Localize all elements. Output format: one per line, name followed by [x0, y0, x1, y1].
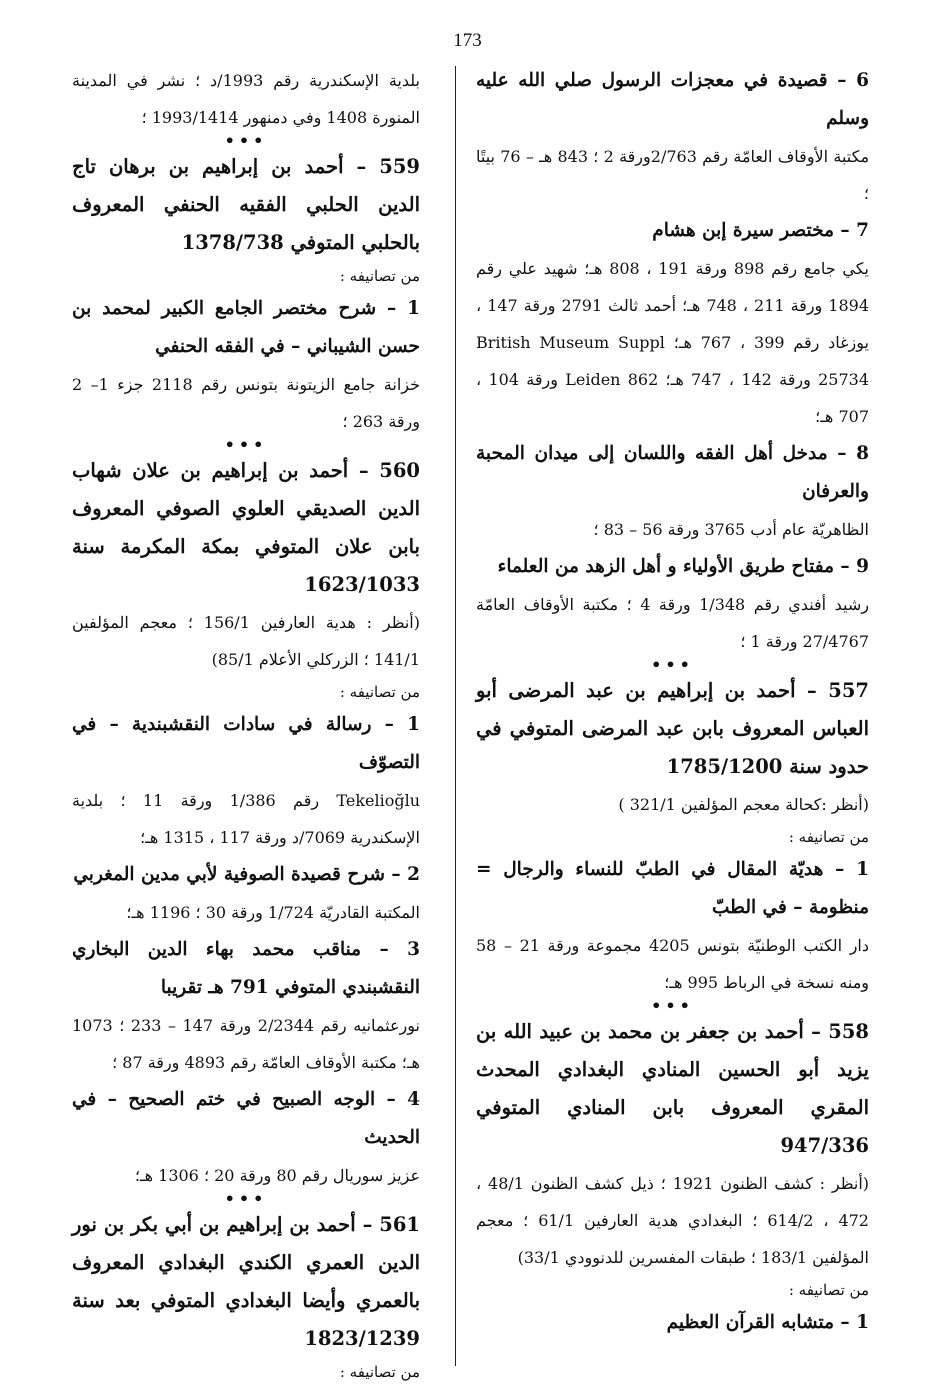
manuscript-sources: نورعثمانيه رقم 2/2344 ورقة 147 – 233 ؛ 1073 هـ؛ مكتبة الأوقاف العامّة رقم 4893 ورقة 87 ؛	[72, 1016, 420, 1072]
work-title: 7 – مختصر سيرة إبن هشام	[652, 220, 869, 241]
manuscript-sources: دار الكتب الوطنيّة بتونس 4205 مجموعة ورقة 21 – 58 ومنه نسخة في الرباط 995 هـ؛	[476, 936, 869, 992]
author-entry-heading: 561 – أحمد بن إبراهيم بن أبي بكر بن نور الدين العمري الكندي البغدادي المعروف بالعمري وأيضا البغدادي المتوفي بعد سنة 1823/1239	[72, 1213, 420, 1350]
author-entry-heading: 557 – أحمد بن إبراهيم بن عبد المرضى أبو العباس المعروف بابن عبد المرضى المتوفي في حدود سنة 1785/1200	[476, 679, 869, 778]
entry-separator: •••	[224, 131, 268, 150]
page-number: 173	[453, 30, 482, 51]
entry-separator: •••	[651, 996, 694, 1015]
work-title: 4 – الوجه الصبيح في ختم الصحيح – في الحديث	[72, 1089, 420, 1148]
work-title: 9 – مفتاح طريق الأولياء و أهل الزهد من العلماء	[497, 556, 869, 577]
manuscript-sources: عزيز سوريال رقم 80 ورقة 20 ؛ 1306 هـ؛	[134, 1166, 420, 1185]
manuscript-sources: خزانة جامع الزيتونة بتونس رقم 2118 جزء 1– 2 ورقة 263 ؛	[72, 375, 420, 431]
work-title: 3 – مناقب محمد بهاء الدين البخاري النقشبندي المتوفي 791 هـ تقريبا	[72, 939, 420, 998]
manuscript-sources: المكتبة القادريّة 1/724 ورقة 30 ؛ 1196 هـ؛	[126, 903, 420, 922]
manuscript-sources: رشيد أفندي رقم 1/348 ورقة 4 ؛ مكتبة الأوقاف العامّة 27/4767 ورقة 1 ؛	[476, 595, 869, 651]
entry-separator: •••	[651, 655, 694, 674]
manuscript-sources: (أنظر : كشف الظنون 1921 ؛ ذيل كشف الظنون 48/1 ، 472 ، 614/2 ؛ البغدادي هدية العارفين 61/1 ؛ معجم المؤلفين 183/1 ؛ طبقات المفسرين للدنوودي 33/1)	[476, 1174, 870, 1267]
author-entry-heading: 558 – أحمد بن جعفر بن محمد بن عبيد الله بن يزيد أبو الحسين المنادي البغدادي المحدث المقري المعروف بابن المنادي المتوفي 947/336	[476, 1020, 869, 1157]
work-title: 1 – هديّة المقال في الطبّ للنساء والرجال = منظومة – في الطبّ	[476, 859, 869, 918]
manuscript-sources: يكي جامع رقم 898 ورقة 191 ، 808 هـ؛ شهيد علي رقم 1894 ورقة 211 ، 748 هـ؛ أحمد ثالث 2791 ورقة 147 ، يوزغاد رقم 399 ، 767 هـ؛ British Museum Suppl 25734 ورقة 142 ، 747 هـ؛ Leiden 862 ورقة 104 ، 707 هـ؛	[476, 259, 870, 426]
manuscript-sources: بلدية الإسكندرية رقم 1993/د ؛ نشر في المدينة المنورة 1408 وفي دمنهور 1993/1414 ؛	[72, 71, 420, 127]
work-title: 8 – مدخل أهل الفقه واللسان إلى ميدان المحبة والعرفان	[476, 443, 869, 502]
manuscript-sources: Tekelioğlu رقم 1/386 ورقة 11 ؛ بلدية الإسكندرية 7069/د ورقة 117 ، 1315 هـ؛	[72, 791, 421, 847]
column-divider	[455, 66, 456, 1366]
manuscript-sources: (أنظر :كحالة معجم المؤلفين 321/1 )	[618, 795, 869, 814]
manuscript-sources: (أنظر : هدية العارفين 156/1 ؛ معجم المؤلفين 141/1 ؛ الزركلي الأعلام 85/1)	[72, 613, 420, 669]
work-title: 2 – شرح قصيدة الصوفية لأبي مدين المغربي	[73, 864, 420, 885]
left-column	[72, 62, 420, 1386]
entry-separator: •••	[224, 435, 268, 454]
author-entry-heading: 559 – أحمد بن إبراهيم بن برهان تاج الدين الحلبي الفقيه الحنفي المعروف بالحلبي المتوفي 1378/738	[72, 155, 420, 254]
manuscript-sources: مكتبة الأوقاف العامّة رقم 2/763ورقة 2 ؛ 843 هـ – 76 بيتًا ؛	[476, 147, 870, 203]
works-label: من تصانيفه :	[339, 267, 420, 285]
right-column	[476, 62, 869, 1342]
work-title: 1 – رسالة في سادات النقشبندية – في التصوّف	[72, 714, 420, 773]
manuscript-sources: الظاهريّة عام أدب 3765 ورقة 56 – 83 ؛	[593, 520, 869, 539]
works-label: من تصانيفه :	[788, 828, 869, 846]
works-label: من تصانيفه :	[339, 1363, 420, 1381]
author-entry-heading: 560 – أحمد بن إبراهيم بن علان شهاب الدين الصديقي العلوي الصوفي المعروف بابن علان المتوفي بمكة المكرمة سنة 1623/1033	[72, 459, 420, 596]
works-label: من تصانيفه :	[339, 683, 420, 701]
work-title: 1 – شرح مختصر الجامع الكبير لمحمد بن حسن الشيباني – في الفقه الحنفي	[72, 298, 420, 357]
entry-separator: •••	[224, 1189, 268, 1208]
works-label: من تصانيفه :	[788, 1281, 869, 1299]
work-title: 6 – قصيدة في معجزات الرسول صلي الله عليه وسلم	[476, 70, 869, 129]
work-title: 1 – متشابه القرآن العظيم	[666, 1312, 869, 1333]
